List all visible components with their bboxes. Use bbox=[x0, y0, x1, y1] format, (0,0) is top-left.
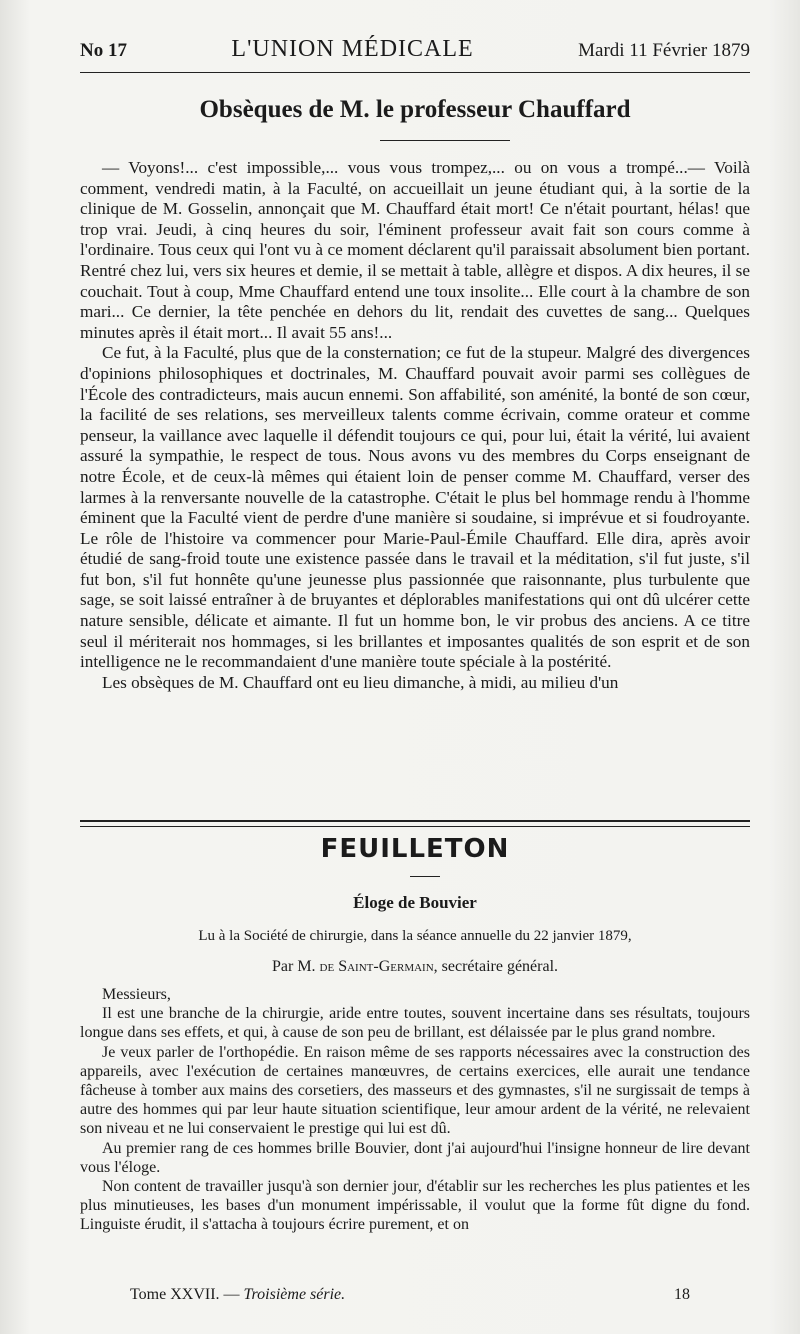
title-rule bbox=[380, 140, 510, 141]
issue-number: No 17 bbox=[80, 40, 127, 61]
author-prefix: Par M. bbox=[271, 958, 320, 975]
footer-tome: Tome XXVII. — bbox=[130, 1286, 244, 1303]
feuilleton-paragraph: Il est une branche de la chirurgie, aride entre toutes, souvent incertaine dans ses résultats, toujours longue dans ses effets, et qui, à cause de son peu de brillant, est délaissée par le plus grand nombre. bbox=[80, 1005, 750, 1042]
article-paragraph: Les obsèques de M. Chauffard ont eu lieu dimanche, à midi, au milieu d'un bbox=[102, 672, 619, 692]
feuilleton-paragraph: Non content de travailler jusqu'à son dernier jour, d'établir sur les recherches les plus patientes et les plus minutieuses, les bases d'un monument impérissable, il voulut que la forme fût digne du fond. Linguiste érudit, il s'attacha à toujours écrire purement, et on bbox=[80, 1178, 750, 1234]
footer-series: Troisième série. bbox=[243, 1286, 346, 1303]
feuilleton-author bbox=[80, 958, 750, 976]
page-number: 18 bbox=[674, 1286, 690, 1303]
page-footer bbox=[130, 1286, 690, 1304]
issue-date: Mardi 11 Février 1879 bbox=[578, 40, 750, 61]
feuilleton-body bbox=[80, 985, 750, 1235]
footer-volume bbox=[130, 1286, 345, 1304]
article-paragraph: Ce fut, à la Faculté, plus que de la consternation; ce fut de la stupeur. Malgré des divergences d'opinions philosophiques et doctrinales, M. Chauffard pouvait avoir parmi ses collègues de l'École des contradicteurs, mais aucun ennemi. Son affabilité, son aménité, la bonté de son cœur, la facilité de ses relations, ses merveilleux talents comme écrivain, comme orateur et comme penseur, la vaillance avec laquelle il défendit toujours ce qui, pour lui, était la vérité, lui avaient assuré la sympathie, le respect de tous. Nous avons vu des membres du Corps enseignant de notre École, et de ceux-là mêmes qui étaient loin de penser comme M. Chauffard, verser des larmes à la renversante nouvelle de la catastrophe. C'était le plus bel hommage rendu à l'homme éminent que la Faculté vient de perdre d'une manière si soudaine, si imprévue et si foudroyante. Le rôle de l'histoire va commencer pour Marie-Paul-Émile Chauffard. Elle dira, après avoir étudié de sang-froid toute une existence passée dans le travail et la méditation, s'il fut juste, s'il fut bon, s'il fut honnête qu'une jeunesse plus passionnée que raisonnante, plus turbulente que sage, se soit laissé entraîner à de bruyantes et déplorables manifestations qui ont dû ulcérer cette nature sensible, délicate et aimante. Il fut un homme bon, le vir probus des anciens. A ce titre seul il mériterait nos hommages, si les brillantes et imposantes qualités de son esprit et de son intelligence ne le recommandaient d'une manière toute spéciale à la postérité. bbox=[80, 343, 750, 672]
author-suffix: , secrétaire général. bbox=[433, 958, 559, 975]
feuilleton-divider bbox=[80, 820, 750, 827]
article-paragraph: — Voyons!... c'est impossible,... vous vous trompez,... ou on vous a trompé...— Voilà comment, vendredi matin, à la Faculté, on accueillait un jeune étudiant qui, à la sortie de la clinique de M. Gosselin, annonçait que M. Chauffard était mort! Ce n'était pourtant, hélas! que trop vrai. Jeudi, à cinq heures du soir, l'éminent professeur avait fait son cours comme à l'ordinaire. Tous ceux qui l'ont vu à ce moment déclarent qu'il paraissait absolument bien portant. Rentré chez lui, vers six heures et demie, il se mettait à table, allègre et dispos. A dix heures, il se couchait. Tout à coup, Mme Chauffard entend une toux insolite... Elle court à la chambre de son mari... Ce dernier, la tête penchée en dehors du lit, rendait des cuvettes de sang... Quelques minutes après il était mort... Il avait 55 ans!... bbox=[80, 158, 750, 342]
feuilleton-paragraph: Je veux parler de l'orthopédie. En raison même de ses rapports nécessaires avec la construction des appareils, avec l'exécution de certaines manœuvres, de certains exercices, elle aurait une tendance fâcheuse à tomber aux mains des corsetiers, des masseurs et des gymnastes, s'il ne surgissait de temps à autre des hommes qui par leur haute situation scientifique, leur amour ardent de la vérité, ne relevaient son niveau et ne lui conservaient le prestige qui lui est dû. bbox=[80, 1043, 750, 1138]
article-body bbox=[80, 158, 750, 693]
feuilleton-subtitle: Lu à la Société de chirurgie, dans la séance annuelle du 22 janvier 1879, bbox=[198, 928, 632, 944]
author-name: de Saint-Germain bbox=[319, 958, 434, 975]
feuilleton-heading: FEUILLETON bbox=[320, 834, 510, 864]
feuilleton-paragraph: Messieurs, bbox=[102, 986, 171, 1003]
feuilleton-rule bbox=[410, 876, 440, 877]
page-header bbox=[80, 36, 750, 63]
header-rule bbox=[80, 72, 750, 73]
feuilleton-title: Éloge de Bouvier bbox=[353, 893, 477, 912]
article-title: Obsèques de M. le professeur Chauffard bbox=[199, 96, 631, 123]
journal-title: L'UNION MÉDICALE bbox=[231, 36, 474, 62]
feuilleton-paragraph: Au premier rang de ces hommes brille Bouvier, dont j'ai aujourd'hui l'insigne honneur de lire devant vous l'éloge. bbox=[80, 1139, 750, 1176]
